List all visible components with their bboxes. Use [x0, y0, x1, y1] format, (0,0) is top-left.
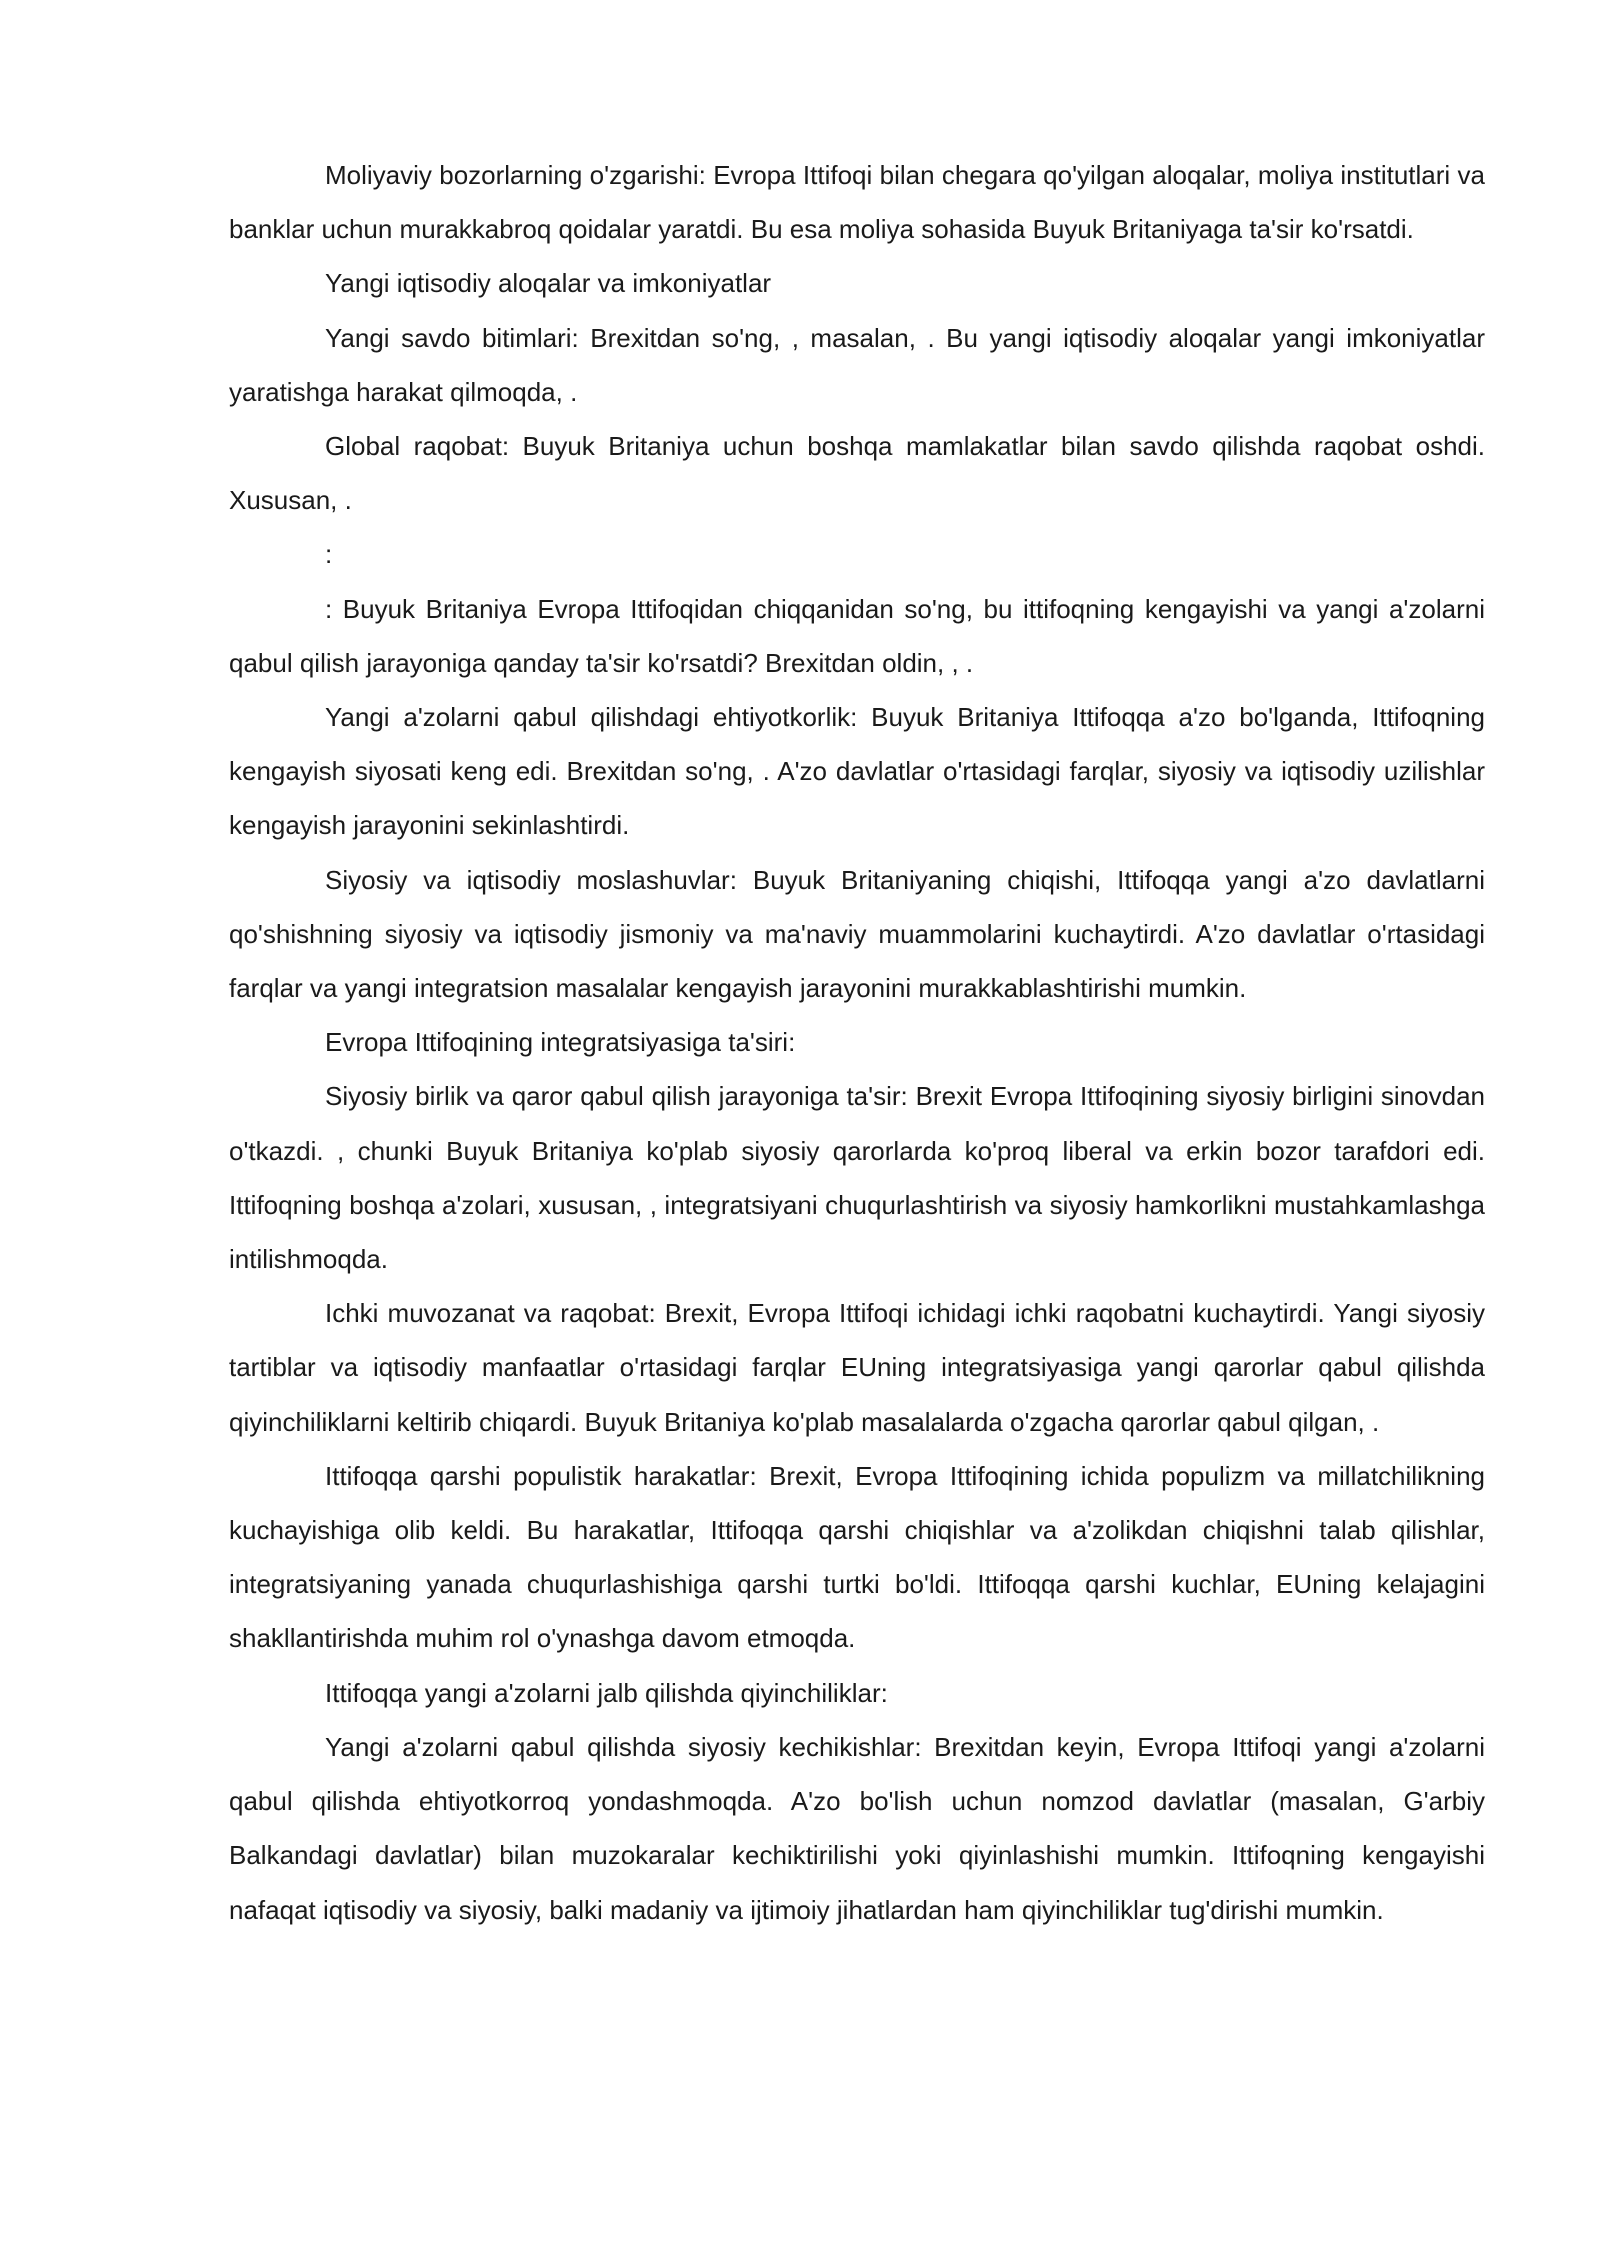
paragraph-heading-new-members: Ittifoqqa yangi a'zolarni jalb qilishda qiyinchiliklar: — [325, 1677, 888, 1708]
paragraph-trade-agreements: Yangi savdo bitimlari: Brexitdan so'ng, , masalan, . Bu yangi iqtisodiy aloqalar yangi imkoniyatlar yaratishga harakat qilmoqda, . — [229, 322, 1485, 407]
document-page — [229, 148, 1485, 1937]
paragraph-financial-markets: Moliyaviy bozorlarning o'zgarishi: Evropa Ittifoqi bilan chegara qo'yilgan aloqalar, moliya institutlari va banklar uchun murakkabroq qoidalar yaratdi. Bu esa moliya sohasida Buyuk Britaniyaga ta'sir ko'rsatdi. — [229, 160, 1485, 245]
paragraph-membership-caution: Yangi a'zolarni qabul qilishdagi ehtiyotkorlik: Buyuk Britaniya Ittifoqqa a'zo bo'lganda, Ittifoqning kengayish siyosati keng edi. Brexitdan so'ng, . A'zo davlatlar o'rtasidagi farqlar, siyosiy va iqtisodiy uzilishlar kengayish jarayonini sekinlashtirdi. — [229, 702, 1485, 841]
paragraph-heading-economic-links: Yangi iqtisodiy aloqalar va imkoniyatlar — [325, 268, 772, 299]
paragraph-political-adjustments: Siyosiy va iqtisodiy moslashuvlar: Buyuk Britaniyaning chiqishi, Ittifoqqa yangi a'zo davlatlarni qo'shishning siyosiy va iqtisodiy jismoniy va ma'naviy muammolarini kuchaytirdi. A'zo davlatlar o'rtasidagi farqlar va yangi integratsion masalalar kengayish jarayonini murakkablashtirishi mumkin. — [229, 864, 1485, 1004]
paragraph-political-unity: Siyosiy birlik va qaror qabul qilish jarayoniga ta'sir: Brexit Evropa Ittifoqining siyosiy birligini sinovdan o'tkazdi. , chunki Buyuk Britaniya ko'plab siyosiy qarorlarda ko'proq liberal va erkin bozor tarafdori edi. Ittifoqning boshqa a'zolari, xususan, , integratsiyani chuqurlashtirish va siyosiy hamkorlikni mustahkamlashga intilishmoqda. — [229, 1081, 1485, 1275]
paragraph-internal-balance: Ichki muvozanat va raqobat: Brexit, Evropa Ittifoqi ichidagi ichki raqobatni kuchaytirdi. Yangi siyosiy tartiblar va iqtisodiy manfaatlar o'rtasidagi farqlar EUning integratsiyasiga yangi qarorlar qabul qilishda qiyinchiliklarni keltirib chiqardi. Buyuk Britaniya ko'plab masalalarda o'zgacha qarorlar qabul qilgan, . — [229, 1298, 1485, 1437]
paragraph-global-competition: Global raqobat: Buyuk Britaniya uchun boshqa mamlakatlar bilan savdo qilishda raqobat oshdi. Xususan, . — [229, 431, 1485, 516]
paragraph-populist-movements: Ittifoqqa qarshi populistik harakatlar: Brexit, Evropa Ittifoqining ichida populizm va millatchilikning kuchayishiga olib keldi. Bu harakatlar, Ittifoqqa qarshi chiqishlar va a'zolikdan chiqishni talab qilishlar, integratsiyaning yanada chuqurlashishiga qarshi turtki bo'ldi. Ittifoqqa qarshi kuchlar, EUning kelajagini shakllantirishda muhim rol o'ynashga davom etmoqda. — [229, 1460, 1485, 1654]
paragraph-enlargement-question: : Buyuk Britaniya Evropa Ittifoqidan chiqqanidan so'ng, bu ittifoqning kengayishi va yangi a'zolarni qabul qilish jarayoniga qanday ta'sir ko'rsatdi? Brexitdan oldin, , . — [229, 593, 1485, 678]
paragraph-political-delays: Yangi a'zolarni qabul qilishda siyosiy kechikishlar: Brexitdan keyin, Evropa Ittifoqi yangi a'zolarni qabul qilishda ehtiyotkorroq yondashmoqda. A'zo bo'lish uchun nomzod davlatlar (masalan, G'arbiy Balkandagi davlatlar) bilan muzokaralar kechiktirilishi yoki qiyinlashishi mumkin. Ittifoqning kengayishi nafaqat iqtisodiy va siyosiy, balki madaniy va ijtimoiy jihatlardan ham qiyinchiliklar tug'dirishi mumkin. — [229, 1731, 1485, 1925]
paragraph-heading-integration-impact: Evropa Ittifoqining integratsiyasiga ta'siri: — [325, 1027, 796, 1058]
paragraph-colon: : — [325, 539, 333, 570]
